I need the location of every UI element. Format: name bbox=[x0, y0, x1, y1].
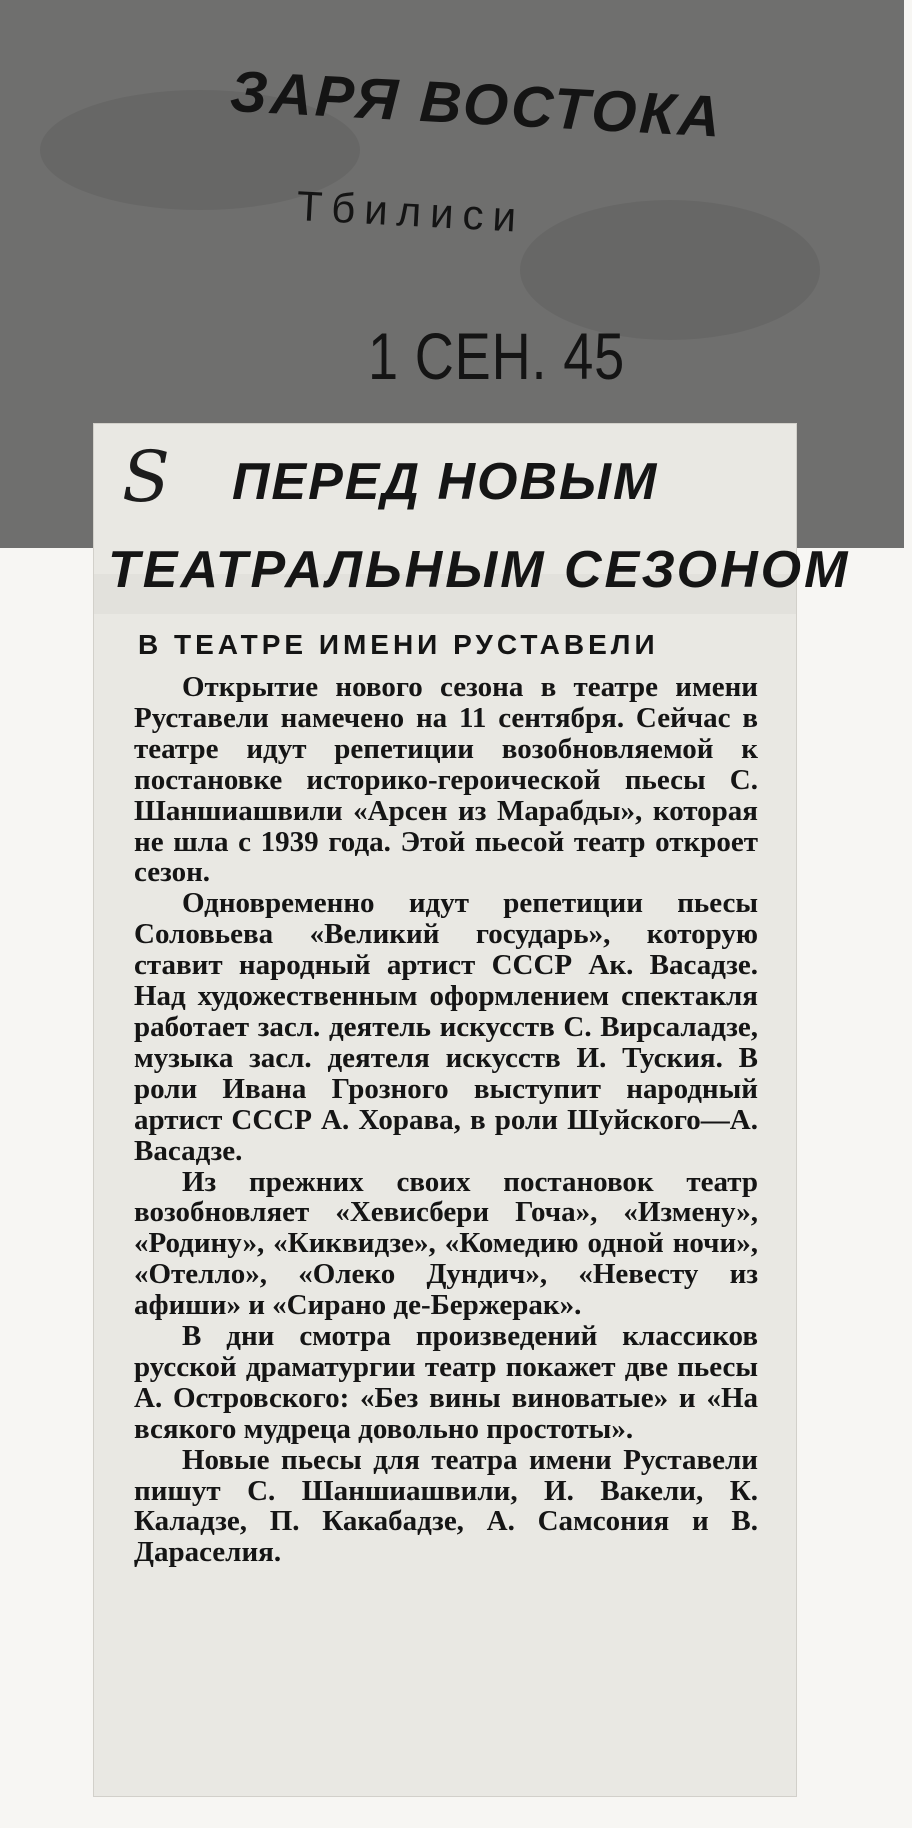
headline-line-1: ПЕРЕД НОВЫМ bbox=[232, 453, 659, 511]
article-paragraph: В дни смотра произведений классиков русской драматургии театр покажет две пьесы А. Островского: «Без вины виноватые» и «На всякого мудреца довольно простоты». bbox=[134, 1320, 758, 1445]
handwritten-mark: S bbox=[122, 436, 170, 518]
article-paragraph: Из прежних своих постановок театр возобновляет «Хевисбери Гоча», «Измену», «Родину», «Киквидзе», «Комедию одной ночи», «Отелло», «Олеко Дундич», «Невесту из афиши» и «Сирано де-Бержерак». bbox=[134, 1165, 758, 1322]
subheadline: В ТЕАТРЕ ИМЕНИ РУСТАВЕЛИ bbox=[138, 629, 659, 660]
newspaper-clipping bbox=[94, 424, 851, 1796]
article-paragraph: Открытие нового сезона в театре имени Руставели намечено на 11 сентября. Сейчас в театре идут репетиции возобновляемой к постановке историко-героической пьесы С. Шаншиашвили «Арсен из Марабды», которая не шла с 1939 года. Этой пьесой театр откроет сезон. bbox=[134, 671, 758, 889]
article-paragraph: Одновременно идут репетиции пьесы Соловьева «Великий государь», которую ставит народный артист СССР Ак. Васадзе. Над художественным оформлением спектакля работает засл. деятель искусств С. Вирсаладзе, музыка засл. деятеля искусств И. Туския. В роли Ивана Грозного выступит народный артист СССР А. Хорава, в роли Шуйского—А. Васадзе. bbox=[134, 887, 758, 1167]
headline-line-2: ТЕАТРАЛЬНЫМ СЕЗОНОМ bbox=[108, 541, 851, 599]
article-body bbox=[134, 672, 758, 1568]
article-paragraph: Новые пьесы для театра имени Руставели пишут С. Шаншиашвили, И. Вакели, К. Каладзе, П. Какабадзе, А. Самсония и В. Дараселия. bbox=[134, 1443, 758, 1569]
date-stamp: 1 СЕН. 45 bbox=[368, 319, 626, 393]
newspaper-name-stamp: ЗАРЯ ВОСТОКА bbox=[228, 58, 725, 150]
city-stamp: Тбилиси bbox=[295, 182, 527, 241]
